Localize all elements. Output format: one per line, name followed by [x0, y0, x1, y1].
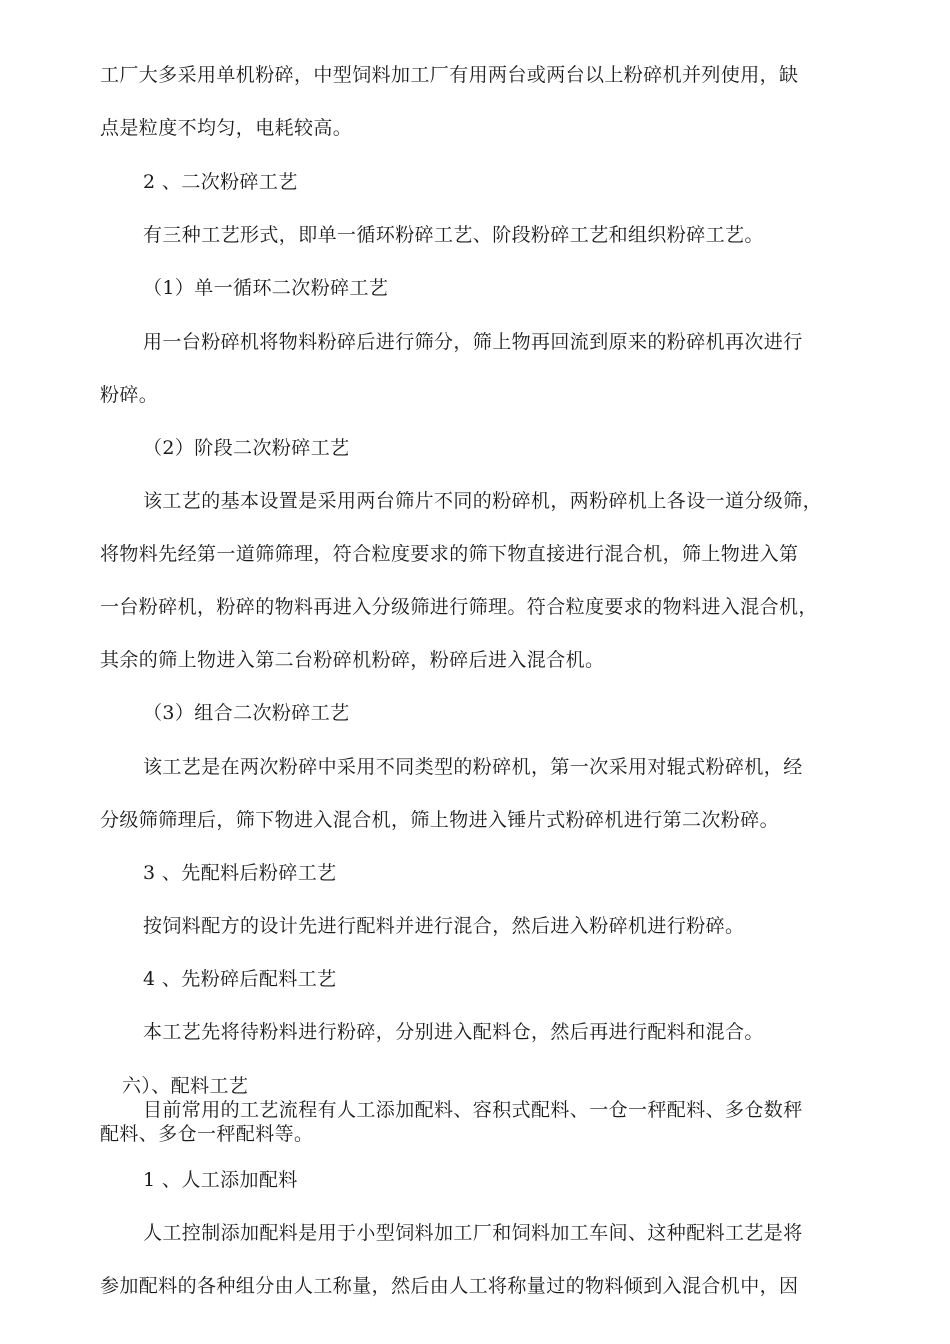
paragraph-line: 该工艺的基本设置是采用两台筛片不同的粉碎机，两粉碎机上各设一道分级筛， — [143, 490, 823, 512]
paragraph-line: 本工艺先将待粉料进行粉碎，分别进入配料仓，然后再进行配料和混合。 — [143, 1021, 764, 1043]
paragraph-line: 粉碎。 — [100, 384, 159, 406]
paragraph-line: 点是粒度不均匀，电耗较高。 — [100, 117, 353, 139]
paragraph-line: 其余的筛上物进入第二台粉碎机粉碎，粉碎后进入混合机。 — [100, 649, 605, 671]
paragraph-line: 配料、多仓一秤配料等。 — [100, 1123, 314, 1145]
paragraph-line: 目前常用的工艺流程有人工添加配料、容积式配料、一仓一秤配料、多仓数秤 — [143, 1099, 803, 1121]
section-heading: 3 、先配料后粉碎工艺 — [143, 862, 337, 884]
paragraph-line: 工厂大多采用单机粉碎，中型饲料加工厂有用两台或两台以上粉碎机并列使用，缺 — [100, 64, 799, 86]
paragraph-line: 该工艺是在两次粉碎中采用不同类型的粉碎机，第一次采用对辊式粉碎机，经 — [143, 756, 803, 778]
paragraph-line: 分级筛筛理后，筛下物进入混合机，筛上物进入锤片式粉碎机进行第二次粉碎。 — [100, 809, 780, 831]
section-heading: 2 、二次粉碎工艺 — [143, 171, 298, 193]
chapter-heading: 六）、配料工艺 — [122, 1075, 249, 1097]
paragraph-line: 一台粉碎机，粉碎的物料再进入分级筛进行筛理。符合粒度要求的物料进入混合机， — [100, 596, 818, 618]
paragraph-line: 将物料先经第一道筛筛理，符合粒度要求的筛下物直接进行混合机，筛上物进入第 — [100, 543, 799, 565]
section-heading: 4 、先粉碎后配料工艺 — [143, 968, 337, 990]
paragraph-line: 参加配料的各种组分由人工称量，然后由人工将称量过的物料倾到入混合机中，因 — [100, 1275, 799, 1297]
paragraph-line: 人工控制添加配料是用于小型饲料加工厂和饲料加工车间、这种配料工艺是将 — [143, 1222, 803, 1244]
paragraph-line: 用一台粉碎机将物料粉碎后进行筛分，筛上物再回流到原来的粉碎机再次进行 — [143, 331, 803, 353]
subsection-heading: （3）组合二次粉碎工艺 — [143, 702, 350, 724]
paragraph-line: 有三种工艺形式，即单一循环粉碎工艺、阶段粉碎工艺和组织粉碎工艺。 — [143, 224, 764, 246]
paragraph-line: 按饲料配方的设计先进行配料并进行混合，然后进入粉碎机进行粉碎。 — [143, 915, 745, 937]
section-heading: 1 、人工添加配料 — [143, 1169, 298, 1191]
subsection-heading: （2）阶段二次粉碎工艺 — [143, 437, 350, 459]
subsection-heading: （1）单一循环二次粉碎工艺 — [143, 277, 389, 299]
